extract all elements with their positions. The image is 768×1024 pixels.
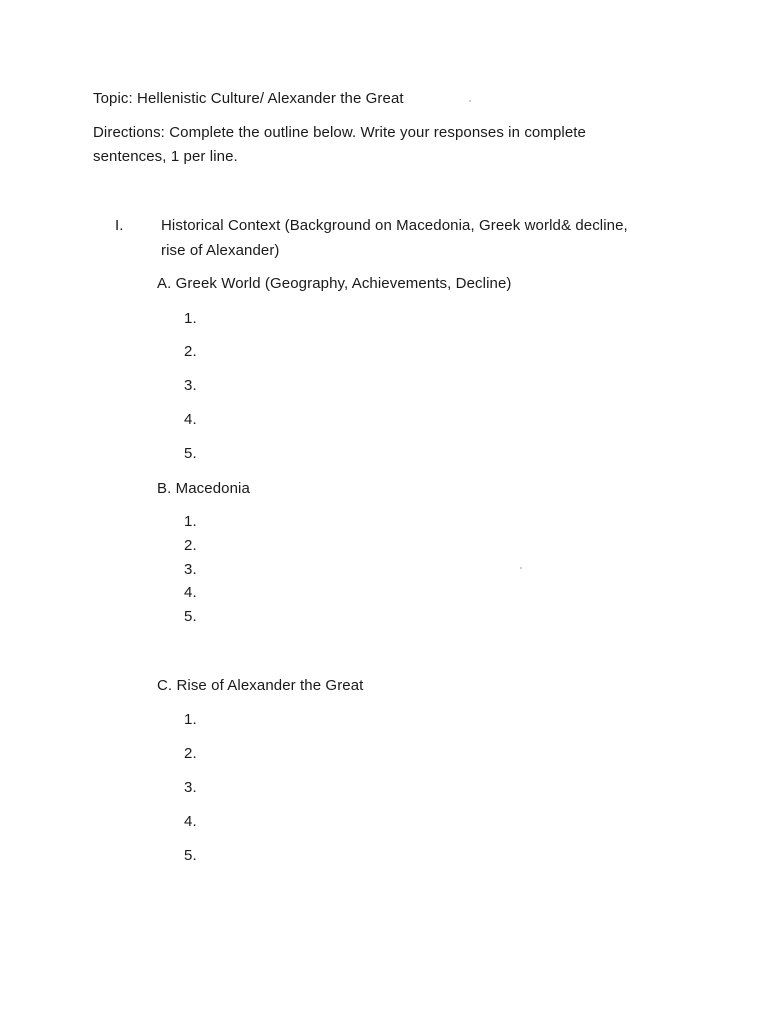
subsection-a-item: 4. — [184, 411, 197, 428]
subsection-a-item: 3. — [184, 377, 197, 394]
subsection-b-item: 1. — [184, 513, 197, 530]
subsection-c-heading: C. Rise of Alexander the Great — [157, 677, 364, 694]
topic-line: Topic: Hellenistic Culture/ Alexander the Great — [93, 90, 404, 107]
subsection-c-item: 3. — [184, 779, 197, 796]
scan-speck — [520, 567, 522, 569]
subsection-b-item: 4. — [184, 584, 197, 601]
subsection-b-item: 3. — [184, 561, 197, 578]
subsection-a-heading: A. Greek World (Geography, Achievements, Decline) — [157, 275, 512, 292]
subsection-a-item: 2. — [184, 343, 197, 360]
subsection-c-item: 2. — [184, 745, 197, 762]
subsection-c-item: 5. — [184, 847, 197, 864]
subsection-a-item: 1. — [184, 310, 197, 327]
subsection-c-item: 4. — [184, 813, 197, 830]
section-numeral: I. — [115, 217, 124, 234]
scan-speck — [469, 100, 471, 102]
subsection-b-item: 5. — [184, 608, 197, 625]
subsection-c-item: 1. — [184, 711, 197, 728]
directions-line-1: Directions: Complete the outline below. Write your responses in complete — [93, 124, 586, 141]
subsection-a-item: 5. — [184, 445, 197, 462]
section-title-line-1: Historical Context (Background on Macedonia, Greek world& decline, — [161, 217, 628, 234]
subsection-b-heading: B. Macedonia — [157, 480, 250, 497]
directions-line-2: sentences, 1 per line. — [93, 148, 238, 165]
subsection-b-item: 2. — [184, 537, 197, 554]
section-title-line-2: rise of Alexander) — [161, 242, 280, 259]
